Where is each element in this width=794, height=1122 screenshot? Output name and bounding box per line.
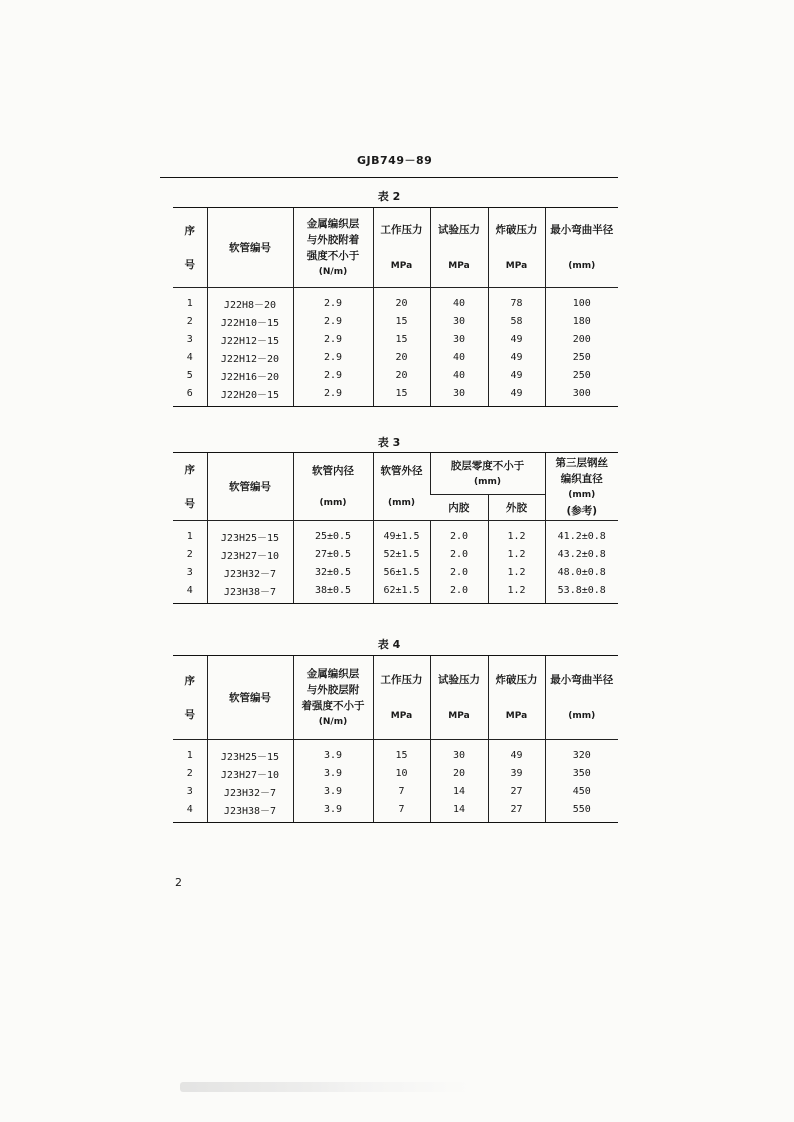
page-number: 2 <box>175 876 182 889</box>
table2-caption: 表 2 <box>377 190 401 203</box>
table3 <box>173 452 618 604</box>
outer-diameter-header: 软管外径 (mm) <box>373 453 430 521</box>
hose-number-header: 软管编号 <box>207 453 293 521</box>
table-row: 4 J22H12－20 2.9 20 40 49 250 <box>173 348 618 366</box>
table-row: 3 J23H32－7 32±0.5 56±1.5 2.0 1.2 48.0±0.8 <box>173 563 618 581</box>
seq-header: 序 号 <box>173 208 207 288</box>
rubber-thickness-header: 胶层零度不小于 (mm) <box>430 453 545 495</box>
table2 <box>173 207 618 407</box>
inner-rubber-header: 内胶 <box>430 495 488 521</box>
seq-header: 序 号 <box>173 656 207 740</box>
table-row: 2 J23H27－10 3.9 10 20 39 350 <box>173 764 618 782</box>
braid-diameter-header: 第三层钢丝 编织直径 (mm) (参考) <box>545 453 618 521</box>
table-row: 6 J22H20－15 2.9 15 30 49 300 <box>173 384 618 407</box>
burst-pressure-header: 炸破压力 MPa <box>488 656 545 740</box>
table-row: 3 J22H12－15 2.9 15 30 49 200 <box>173 330 618 348</box>
header-rule <box>160 177 618 178</box>
table-row: 5 J22H16－20 2.9 20 40 49 250 <box>173 366 618 384</box>
table-row: 4 J23H38－7 38±0.5 62±1.5 2.0 1.2 53.8±0.8 <box>173 581 618 604</box>
adhesion-header: 金属编织层 与外胶附着 强度不小于 (N/m) <box>293 208 373 288</box>
test-pressure-header: 试验压力 MPa <box>430 208 488 288</box>
work-pressure-header: 工作压力 MPa <box>373 208 430 288</box>
min-bend-radius-header: 最小弯曲半径 (mm) <box>545 656 618 740</box>
table-row: 1 J23H25－15 3.9 15 30 49 320 <box>173 740 618 765</box>
hose-number-header: 软管编号 <box>207 208 293 288</box>
hose-number-header: 软管编号 <box>207 656 293 740</box>
table4-caption: 表 4 <box>377 638 401 651</box>
document-code: GJB749－89 <box>357 154 433 167</box>
min-bend-radius-header: 最小弯曲半径 (mm) <box>545 208 618 288</box>
burst-pressure-header: 炸破压力 MPa <box>488 208 545 288</box>
table3-caption: 表 3 <box>377 436 401 449</box>
table4 <box>173 655 618 823</box>
table-row: 1 J23H25－15 25±0.5 49±1.5 2.0 1.2 41.2±0.8 <box>173 521 618 546</box>
work-pressure-header: 工作压力 MPa <box>373 656 430 740</box>
seq-header: 序 号 <box>173 453 207 521</box>
table-row: 4 J23H38－7 3.9 7 14 27 550 <box>173 800 618 823</box>
inner-diameter-header: 软管内径 (mm) <box>293 453 373 521</box>
test-pressure-header: 试验压力 MPa <box>430 656 488 740</box>
table-row: 2 J23H27－10 27±0.5 52±1.5 2.0 1.2 43.2±0.8 <box>173 545 618 563</box>
outer-rubber-header: 外胶 <box>488 495 545 521</box>
table-row: 3 J23H32－7 3.9 7 14 27 450 <box>173 782 618 800</box>
table-row: 2 J22H10－15 2.9 15 30 58 180 <box>173 312 618 330</box>
table-row: 1 J22H8－20 2.9 20 40 78 100 <box>173 288 618 313</box>
adhesion-header: 金属编织层 与外胶层附 着强度不小于 (N/m) <box>293 656 373 740</box>
scan-smudge <box>180 1082 470 1092</box>
